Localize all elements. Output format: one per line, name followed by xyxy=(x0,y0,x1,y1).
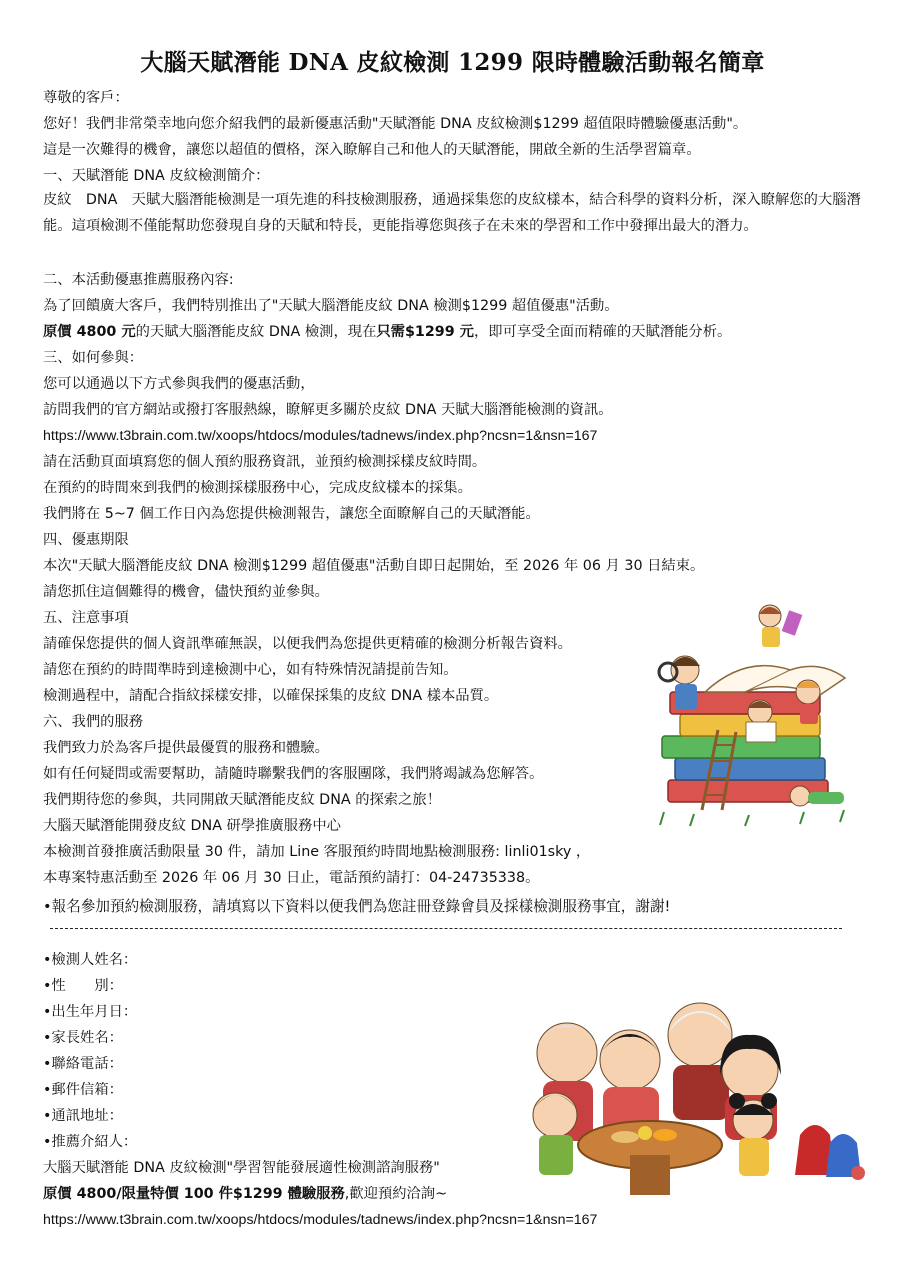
form-field-referrer: •推薦介紹人： xyxy=(43,1134,138,1150)
footer-service-line: 大腦天賦潛能 DNA 皮紋檢測"學習智能發展適性檢測諮詢服務" xyxy=(43,1160,440,1176)
original-price-text: 原價 4800 元 xyxy=(43,324,136,340)
greeting: 尊敬的客戶： xyxy=(43,90,129,106)
section6-line-3: 我們期待您的參與，共同開啟天賦潛能皮紋 DNA 的探索之旅！ xyxy=(43,792,441,808)
section3-line-2: 訪問我們的官方網站或撥打客服熱線，瞭解更多關於皮紋 DNA 天賦大腦潛能檢測的資訊。 xyxy=(43,402,613,418)
section3-line-4: 請在活動頁面填寫您的個人預約服務資訊，並預約檢測採樣皮紋時間。 xyxy=(43,454,487,470)
section4-line-1: 本次"天賦大腦潛能皮紋 DNA 檢測$1299 超值優惠"活動自即日起開始，至 2026 年 06 月 30 日結束。 xyxy=(43,558,705,574)
round-table xyxy=(578,1121,722,1195)
form-field-address: •通訊地址： xyxy=(43,1108,123,1124)
section2-heading: 二、本活動優惠推薦服務內容: xyxy=(43,272,234,288)
form-field-email: •郵件信箱： xyxy=(43,1082,123,1098)
form-field-birthdate: •出生年月日： xyxy=(43,1004,138,1020)
footer-price-end: ,歡迎預約洽詢~ xyxy=(344,1186,448,1202)
service-center-name: 大腦天賦潛能開發皮紋 DNA 研學推廣服務中心 xyxy=(43,818,341,834)
section5-line-2: 請您在預約的時間準時到達檢測中心，如有特殊情況請提前告知。 xyxy=(43,662,458,678)
phone-contact: 本專案特惠活動至 2026 年 06 月 30 日止，電話預約請打：04-24735338。 xyxy=(43,870,540,886)
grass xyxy=(660,810,844,826)
section2-line-2 xyxy=(43,322,731,342)
website-link[interactable]: https://www.t3brain.com.tw/xoops/htdocs/modules/tadnews/index.php?ncsn=1&nsn=167 xyxy=(43,428,598,444)
form-field-name: •檢測人姓名： xyxy=(43,952,138,968)
footer-website-link[interactable]: https://www.t3brain.com.tw/xoops/htdocs/modules/tadnews/index.php?ncsn=1&nsn=167 xyxy=(43,1212,598,1228)
section5-line-3: 檢測過程中，請配合指紋採樣安排，以確保採集的皮紋 DNA 樣本品質。 xyxy=(43,688,499,704)
section2-line-2-mid: 的天賦大腦潛能皮紋 DNA 檢測，現在 xyxy=(135,324,377,340)
section4-line-2: 請您抓住這個難得的機會，儘快預約並參與。 xyxy=(43,584,329,600)
page-title: 大腦天賦潛能 DNA 皮紋檢測 1299 限時體驗活動報名簡章 xyxy=(140,49,765,76)
form-field-parent-name: •家長姓名： xyxy=(43,1030,123,1046)
family-gathering-illustration xyxy=(515,985,870,1205)
form-field-gender: •性 別： xyxy=(43,978,123,994)
form-field-phone: •聯絡電話： xyxy=(43,1056,123,1072)
dashed-divider xyxy=(50,928,842,929)
intro-line-1: 您好！我們非常榮幸地向您介紹我們的最新優惠活動"天賦潛能 DNA 皮紋檢測$1299 超值限時體驗優惠活動"。 xyxy=(43,116,748,132)
section3-heading: 三、如何參與： xyxy=(43,350,144,366)
section1-body: 皮紋 DNA 天賦大腦潛能檢測是一項先進的科技檢測服務，通過採集您的皮紋樣本，結合科學的資料分析，深入瞭解您的大腦潛能。這項檢測不僅能幫助您發現自身的天賦和特長，更能指導您與孩子在未來的學習和工作中發揮出最大的潛力。 xyxy=(43,192,861,234)
line-contact: 本檢測首發推廣活動限量 30 件，請加 Line 客服預約時間地點檢測服務: linli01sky ， xyxy=(43,844,591,860)
section3-line-5: 在預約的時間來到我們的檢測採樣服務中心，完成皮紋樣本的採集。 xyxy=(43,480,472,496)
footer-price-bold: 原價 4800/限量特價 100 件$1299 體驗服務 xyxy=(43,1186,345,1202)
signup-note: •報名參加預約檢測服務，請填寫以下資料以便我們為您註冊登錄會員及採樣檢測服務事宜，謝謝! xyxy=(43,898,671,915)
section3-line-6: 我們將在 5~7 個工作日內為您提供檢測報告，讓您全面瞭解自己的天賦潛能。 xyxy=(43,506,540,522)
section6-line-2: 如有任何疑問或需要幫助，請隨時聯繫我們的客服團隊，我們將竭誠為您解答。 xyxy=(43,766,544,782)
section3-line-1: 您可以通過以下方式參與我們的優惠活動， xyxy=(43,376,315,392)
section5-heading: 五、注意事項 xyxy=(43,610,129,626)
special-price-text: 只需$1299 元 xyxy=(376,324,474,340)
gift-bags xyxy=(795,1125,865,1180)
section6-heading: 六、我們的服務 xyxy=(43,714,144,730)
intro-line-2: 這是一次難得的機會，讓您以超值的價格，深入瞭解自己和他人的天賦潛能，開啟全新的生活學習篇章。 xyxy=(43,142,701,158)
child-top xyxy=(759,605,802,647)
section5-line-1: 請確保您提供的個人資訊準確無誤，以便我們為您提供更精確的檢測分析報告資料。 xyxy=(43,636,572,652)
kids-reading-books-illustration xyxy=(650,600,860,830)
section6-line-1: 我們致力於為客戶提供最優質的服務和體驗。 xyxy=(43,740,329,756)
child-with-magnifier xyxy=(659,656,700,710)
section2-line-1: 為了回饋廣大客戶，我們特別推出了"天賦大腦潛能皮紋 DNA 檢測$1299 超值優惠"活動。 xyxy=(43,298,619,314)
footer-price-line xyxy=(43,1184,447,1204)
section1-heading: 一、天賦潛能 DNA 皮紋檢測簡介： xyxy=(43,168,270,184)
section4-heading: 四、優惠期限 xyxy=(43,532,129,548)
section2-line-2-end: ，即可享受全面而精確的天賦潛能分析。 xyxy=(473,324,732,340)
